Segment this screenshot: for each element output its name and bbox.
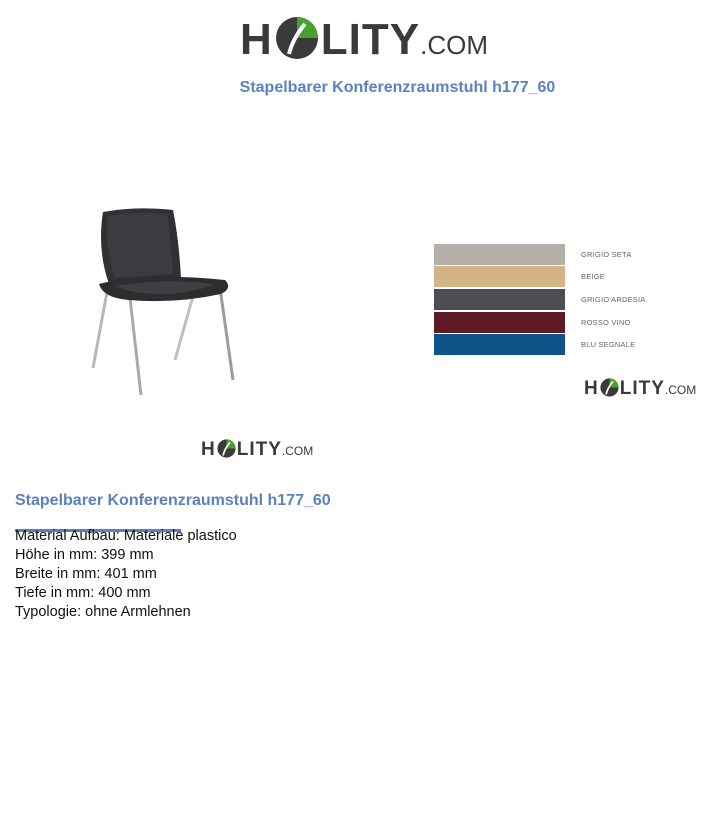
color-label: GRIGIO SETA [581,249,632,259]
logo-text-com: .COM [281,444,314,458]
spec-height: Höhe in mm: 399 mm [15,547,154,563]
color-swatch [434,312,565,333]
logo-text-h: H [240,15,273,64]
logo-text-lity: LITY [236,439,282,460]
color-label: GRIGIO ARDESIA [581,294,646,304]
color-option [434,266,674,289]
logo-text-com: .COM [420,30,488,60]
color-option [434,243,674,266]
spec-material: Material Aufbau: Materiale plastico [15,528,237,544]
color-label: BEIGE [581,272,605,282]
spec-depth: Tiefe in mm: 400 mm [15,585,151,601]
chair-photo [85,200,245,405]
logo-o-icon [275,16,319,60]
color-label: BLU SEGNALE [581,340,636,350]
color-swatch [434,244,565,265]
page-title: Stapelbarer Konferenzraumstuhl h177_60 [239,79,556,96]
spec-width: Breite in mm: 401 mm [15,566,157,582]
color-swatch [434,334,565,355]
logo-o-icon [217,439,236,458]
logo-text-h: H [201,439,216,460]
spec-list [15,527,237,622]
color-option [434,333,674,356]
holity-logo-small [584,375,696,400]
logo-o-icon [600,378,619,397]
logo-text-lity: LITY [619,378,665,399]
color-option [434,311,674,334]
holity-logo[interactable] [240,10,488,65]
color-option [434,288,674,311]
color-swatch [434,289,565,310]
logo-text-lity: LITY [320,15,421,64]
color-swatch [434,266,565,287]
logo-text-h: H [584,378,599,399]
product-title: Stapelbarer Konferenzraumstuhl h177_60 [15,492,331,509]
color-label: ROSSO VINO [581,317,631,327]
color-swatch-list [434,243,674,356]
holity-logo-small [201,436,313,461]
spec-typology: Typologie: ohne Armlehnen [15,604,191,620]
logo-text-com: .COM [664,383,697,397]
